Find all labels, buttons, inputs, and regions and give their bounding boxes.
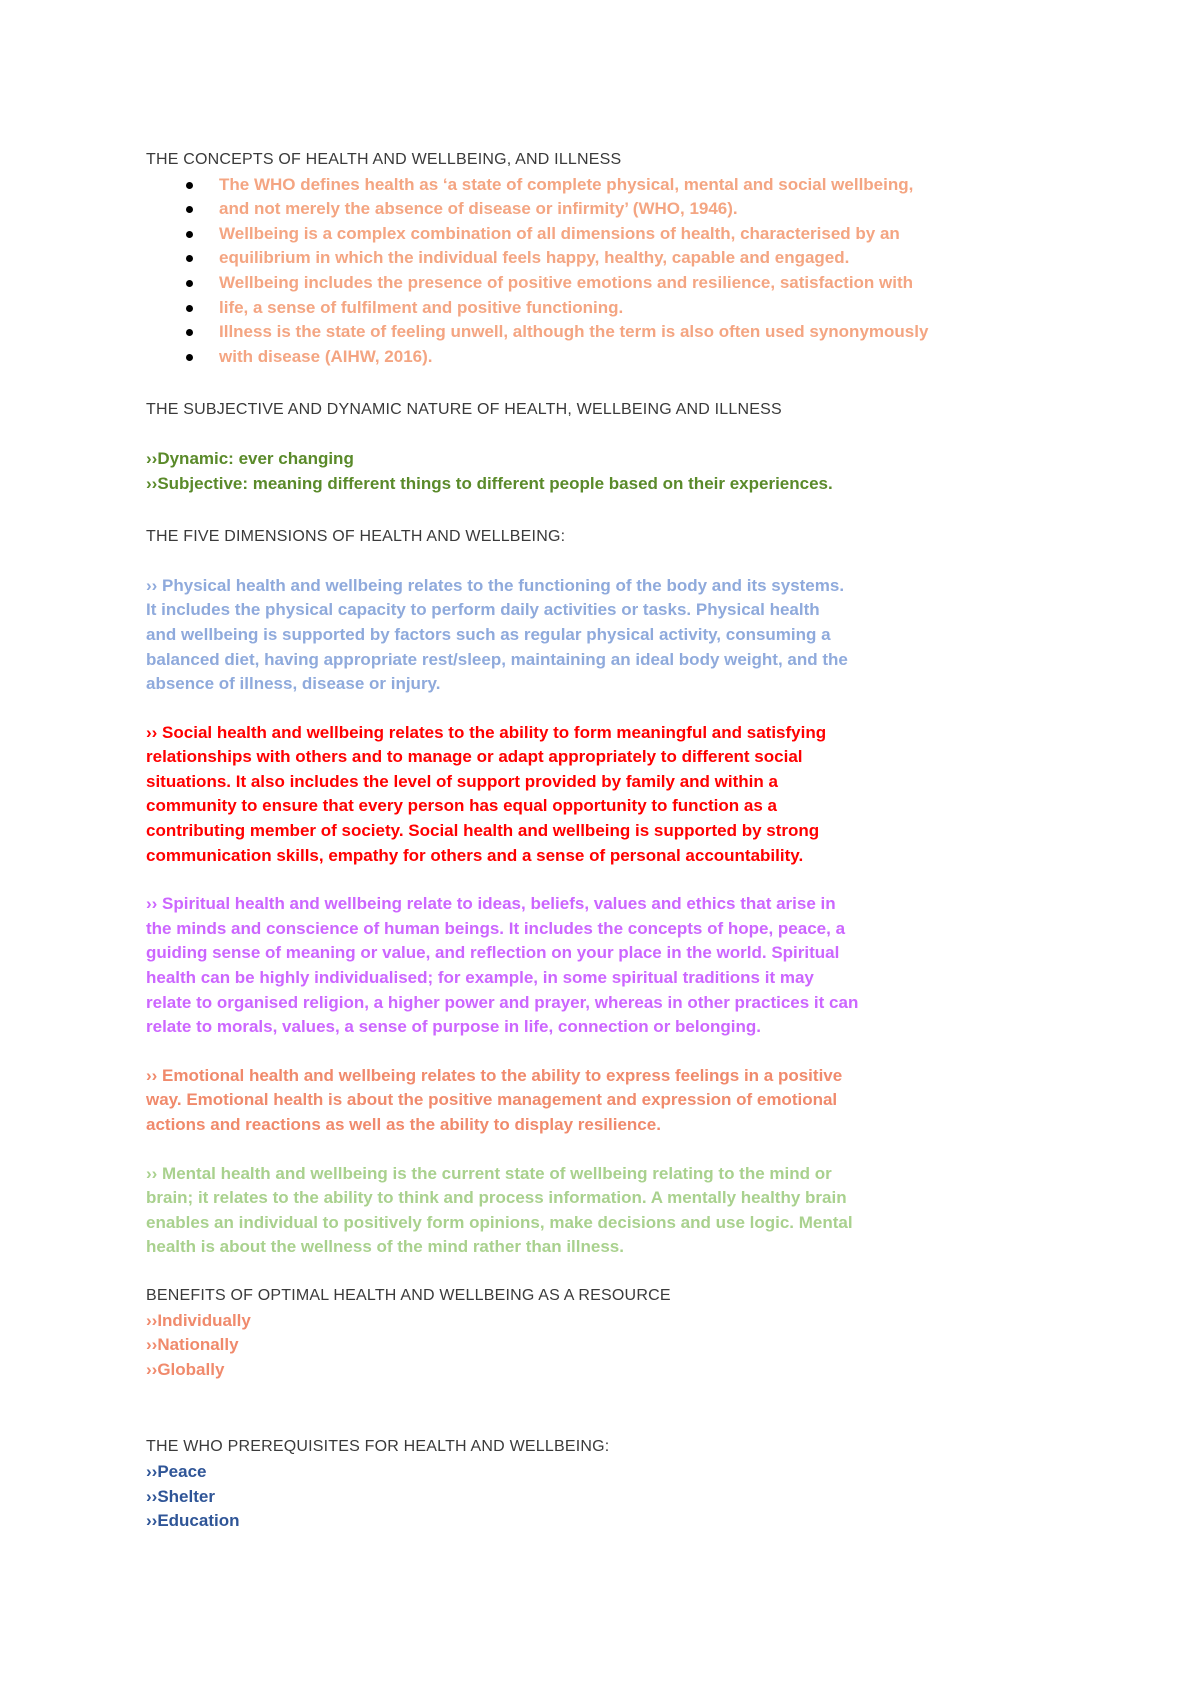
list-item: Wellbeing includes the presence of positive emotions and resilience, satisfaction with (146, 271, 1046, 296)
list-item: and not merely the absence of disease or infirmity’ (WHO, 1946). (146, 197, 1046, 222)
section-heading-prerequisites: THE WHO PREREQUISITES FOR HEALTH AND WELLBEING: (146, 1438, 610, 1456)
bullet-icon (186, 182, 193, 189)
list-item: Illness is the state of feeling unwell, although the term is also often used synonymously (146, 320, 1046, 345)
list-item: equilibrium in which the individual feels happy, healthy, capable and engaged. (146, 246, 1046, 271)
emotional-health-paragraph: ›› Emotional health and wellbeing relates to the ability to express feelings in a positive way. Emotional health is about the positive management and expression of emotional actions and reactions as well as the ability to display resilience. (146, 1065, 843, 1134)
dynamic-item: ››Dynamic: ever changing (146, 448, 354, 468)
subjective-item: ››Subjective: meaning different things to different people based on their experiences. (146, 473, 833, 493)
bullet-icon (186, 231, 193, 238)
bullet-icon (186, 305, 193, 312)
mental-health-paragraph: ›› Mental health and wellbeing is the current state of wellbeing relating to the mind or brain; it relates to the ability to think and process information. A mentally healthy brain enables an individual to positively form opinions, make decisions and use logic. Mental health is about the wellness of the mind rather than illness. (146, 1163, 853, 1257)
list-item: Wellbeing is a complex combination of all dimensions of health, characterised by an (146, 222, 1046, 247)
benefit-individually: ››Individually (146, 1310, 251, 1330)
section-heading-five-dimensions: THE FIVE DIMENSIONS OF HEALTH AND WELLBEING: (146, 528, 566, 546)
bullet-icon (186, 329, 193, 336)
prerequisite-education: ››Education (146, 1511, 240, 1531)
social-health-paragraph: ›› Social health and wellbeing relates to the ability to form meaningful and satisfying relationships with others and to manage or adapt appropriately to different social situations. It also includes the level of support provided by family and within a community to ensure that every person has equal opportunity to function as a contributing member of society. Social health and wellbeing is supported by strong communication skills, empathy for others and a sense of personal accountability. (146, 722, 827, 865)
physical-health-paragraph: ›› Physical health and wellbeing relates to the functioning of the body and its systems. It includes the physical capacity to perform daily activities or tasks. Physical health and wellbeing is supported by factors such as regular physical activity, consuming a balanced diet, having appropriate rest/sleep, maintaining an ideal body weight, and the absence of illness, disease or injury. (146, 575, 848, 694)
document-page (146, 148, 1046, 1534)
section-heading-benefits: BENEFITS OF OPTIMAL HEALTH AND WELLBEING AS A RESOURCE (146, 1286, 671, 1304)
prerequisite-shelter: ››Shelter (146, 1486, 215, 1506)
section-heading-concepts: THE CONCEPTS OF HEALTH AND WELLBEING, AND ILLNESS (146, 151, 622, 168)
list-item: The WHO defines health as ‘a state of complete physical, mental and social wellbeing, (146, 173, 1046, 198)
concepts-bullet-list (146, 173, 1046, 370)
spiritual-health-paragraph: ›› Spiritual health and wellbeing relate to ideas, beliefs, values and ethics that arise in the minds and conscience of human beings. It includes the concepts of hope, peace, a guiding sense of meaning or value, and reflection on your place in the world. Spiritual health can be highly individualised; for example, in some spiritual traditions it may relate to organised religion, a higher power and prayer, whereas in other practices it can relate to morals, values, a sense of purpose in life, connection or belonging. (146, 894, 859, 1037)
bullet-icon (186, 206, 193, 213)
list-item: with disease (AIHW, 2016). (146, 345, 1046, 370)
bullet-icon (186, 255, 193, 262)
section-heading-subjective-dynamic: THE SUBJECTIVE AND DYNAMIC NATURE OF HEALTH, WELLBEING AND ILLNESS (146, 401, 782, 419)
list-item: life, a sense of fulfilment and positive functioning. (146, 296, 1046, 321)
benefit-nationally: ››Nationally (146, 1335, 239, 1355)
prerequisite-peace: ››Peace (146, 1461, 207, 1481)
benefit-globally: ››Globally (146, 1359, 225, 1379)
bullet-icon (186, 280, 193, 287)
bullet-icon (186, 354, 193, 361)
